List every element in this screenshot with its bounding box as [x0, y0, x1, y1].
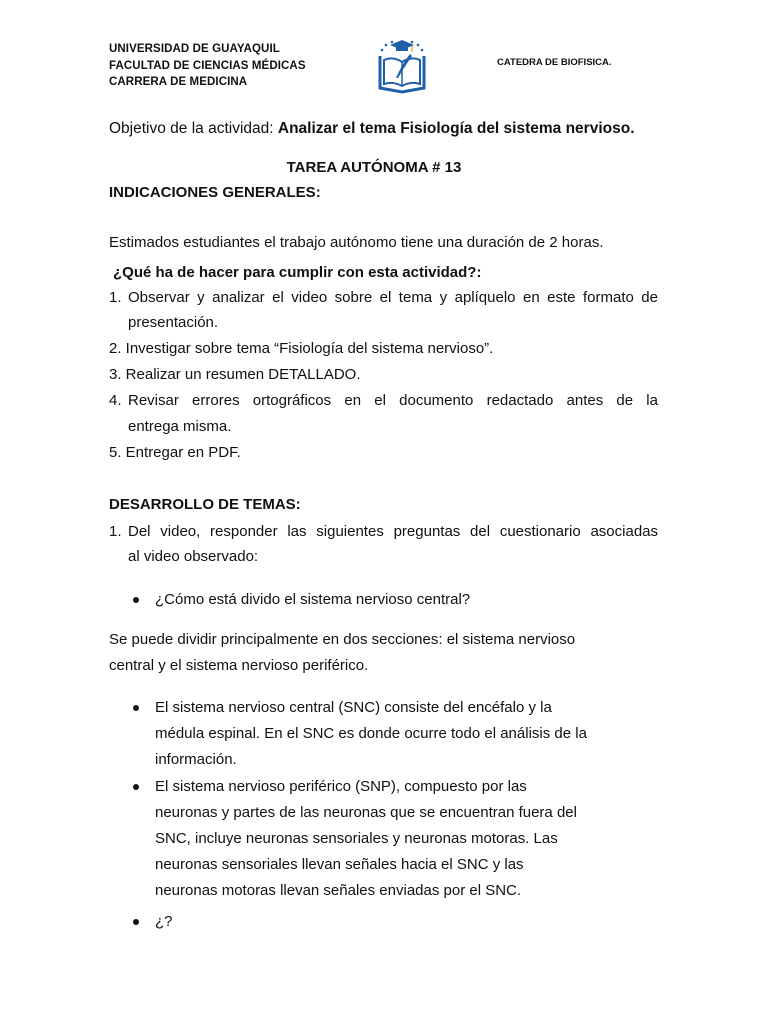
institution-line: FACULTAD DE CIENCIAS MÉDICAS: [109, 59, 306, 72]
step-2: 2. Investigar sobre tema “Fisiología del sistema nervioso”.: [109, 340, 494, 357]
snc-line: médula espinal. En el SNC es donde ocurre todo el análisis de la: [155, 725, 587, 742]
step-number: 4.: [109, 392, 122, 409]
step-5: 5. Entregar en PDF.: [109, 444, 241, 461]
institution-block: [109, 41, 306, 91]
snc-line: El sistema nervioso central (SNC) consiste del encéfalo y la: [155, 699, 552, 716]
objective-line: [109, 120, 635, 138]
development-number: 1.: [109, 523, 122, 540]
general-heading: INDICACIONES GENERALES:: [109, 184, 321, 201]
answer-line: central y el sistema nervioso periférico.: [109, 657, 369, 674]
step-4-line: Revisar errores ortográficos en el documento redactado antes de la: [128, 392, 658, 409]
department-label: CATEDRA DE BIOFISICA.: [497, 57, 612, 68]
bullet-dot: [133, 784, 139, 790]
development-line: al video observado:: [128, 548, 259, 565]
bullet-dot: [133, 597, 139, 603]
development-heading: DESARROLLO DE TEMAS:: [109, 496, 301, 513]
bullet-dot: [133, 705, 139, 711]
empty-question-bullet: ¿?: [155, 913, 173, 930]
snc-line: información.: [155, 751, 237, 768]
snp-line: neuronas sensoriales llevan señales hacia el SNC y las: [155, 856, 524, 873]
institution-line: UNIVERSIDAD DE GUAYAQUIL: [109, 43, 280, 55]
university-logo-icon: [372, 36, 432, 96]
intro-paragraph: Estimados estudiantes el trabajo autónomo tiene una duración de 2 horas.: [109, 234, 604, 251]
snp-line: SNC, incluye neuronas sensoriales y neuronas motoras. Las: [155, 830, 558, 847]
page-title-text: TAREA AUTÓNOMA # 13: [286, 159, 462, 176]
step-4-line: entrega misma.: [128, 418, 232, 435]
snp-line: neuronas motoras llevan señales enviadas por el SNC.: [155, 882, 522, 899]
snp-line: El sistema nervioso periférico (SNP), compuesto por las: [155, 778, 527, 795]
step-number: 1.: [109, 289, 122, 306]
objective-value: Analizar el tema Fisiología del sistema nervioso.: [277, 120, 635, 137]
step-1-line: Observar y analizar el video sobre el tema y aplíquelo en este formato de: [128, 289, 658, 306]
objective-label: Objetivo de la actividad:: [109, 120, 278, 137]
step-3: 3. Realizar un resumen DETALLADO.: [109, 366, 361, 383]
question-bullet: ¿Cómo está divido el sistema nervioso central?: [155, 591, 471, 608]
institution-line: CARRERA DE MEDICINA: [109, 76, 248, 88]
page-title: [0, 159, 768, 176]
development-line: Del video, responder las siguientes preguntas del cuestionario asociadas: [128, 523, 658, 540]
snp-line: neuronas y partes de las neuronas que se encuentran fuera del: [155, 804, 577, 821]
answer-line: Se puede dividir principalmente en dos secciones: el sistema nervioso: [109, 631, 576, 648]
step-1-line: presentación.: [128, 314, 219, 331]
bullet-dot: [133, 919, 139, 925]
activity-question: ¿Qué ha de hacer para cumplir con esta actividad?:: [113, 264, 482, 281]
